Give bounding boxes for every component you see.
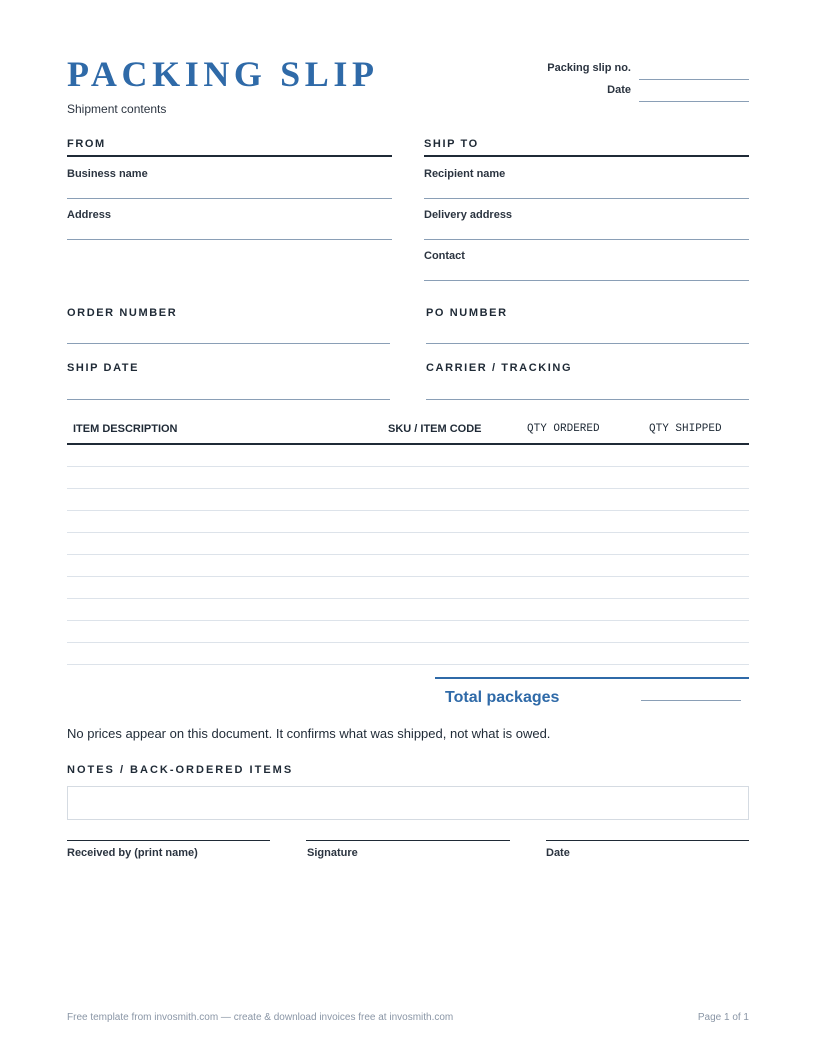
received-by-label: Received by (print name) [67, 847, 198, 859]
carrier-tracking-label: CARRIER / TRACKING [426, 362, 573, 374]
notes-section-title: NOTES / BACK-ORDERED ITEMS [67, 764, 294, 776]
header-date-label: Date [607, 84, 631, 96]
col-header-qty-shipped: QTY SHIPPED [649, 423, 722, 435]
recipient-name-label: Recipient name [424, 168, 506, 180]
order-number-field[interactable] [67, 343, 390, 344]
table-row[interactable] [67, 554, 749, 555]
from-section-rule [67, 155, 392, 157]
table-row[interactable] [67, 642, 749, 643]
table-row[interactable] [67, 510, 749, 511]
delivery-address-label: Delivery address [424, 209, 513, 221]
carrier-tracking-field[interactable] [426, 399, 749, 400]
signature-date-label: Date [546, 847, 570, 859]
contact-field[interactable] [424, 280, 749, 281]
from-address-field[interactable] [67, 239, 392, 240]
ship-to-section-rule [424, 155, 749, 157]
total-packages-rule [435, 677, 749, 679]
notes-field[interactable] [67, 786, 749, 820]
table-row[interactable] [67, 466, 749, 467]
ship-to-section-title: SHIP TO [424, 138, 479, 150]
po-number-label: PO NUMBER [426, 307, 508, 319]
ship-date-field[interactable] [67, 399, 390, 400]
page-subtitle: Shipment contents [67, 102, 167, 116]
table-row[interactable] [67, 598, 749, 599]
col-header-sku: SKU / ITEM CODE [388, 423, 482, 435]
recipient-name-field[interactable] [424, 198, 749, 199]
signature-date-field[interactable] [546, 840, 749, 841]
from-address-label: Address [67, 209, 112, 221]
table-row[interactable] [67, 620, 749, 621]
header-date-field[interactable] [639, 101, 749, 102]
footer-credit: Free template from invosmith.com — create & download invoices free at invosmith.com [67, 1012, 454, 1023]
table-row[interactable] [67, 532, 749, 533]
page-number: Page 1 of 1 [697, 1012, 749, 1023]
from-section-title: FROM [67, 138, 106, 150]
signature-label: Signature [307, 847, 358, 859]
po-number-field[interactable] [426, 343, 749, 344]
col-header-item-description: ITEM DESCRIPTION [73, 423, 178, 435]
order-number-label: ORDER NUMBER [67, 307, 178, 319]
ship-date-label: SHIP DATE [67, 362, 140, 374]
signature-field[interactable] [306, 840, 510, 841]
business-name-field[interactable] [67, 198, 392, 199]
table-row[interactable] [67, 576, 749, 577]
page-title: PACKING SLIP [67, 54, 379, 94]
total-packages-label: Total packages [445, 689, 560, 706]
received-by-field[interactable] [67, 840, 270, 841]
delivery-address-field[interactable] [424, 239, 749, 240]
disclaimer-text: No prices appear on this document. It confirms what was shipped, not what is owed. [67, 726, 551, 741]
table-header-rule [67, 443, 749, 445]
packing-slip-no-label: Packing slip no. [547, 62, 631, 74]
table-row[interactable] [67, 664, 749, 665]
business-name-label: Business name [67, 168, 148, 180]
table-row[interactable] [67, 488, 749, 489]
packing-slip-no-field[interactable] [639, 79, 749, 80]
col-header-qty-ordered: QTY ORDERED [527, 423, 600, 435]
total-packages-field[interactable] [641, 700, 741, 701]
contact-label: Contact [424, 250, 465, 262]
